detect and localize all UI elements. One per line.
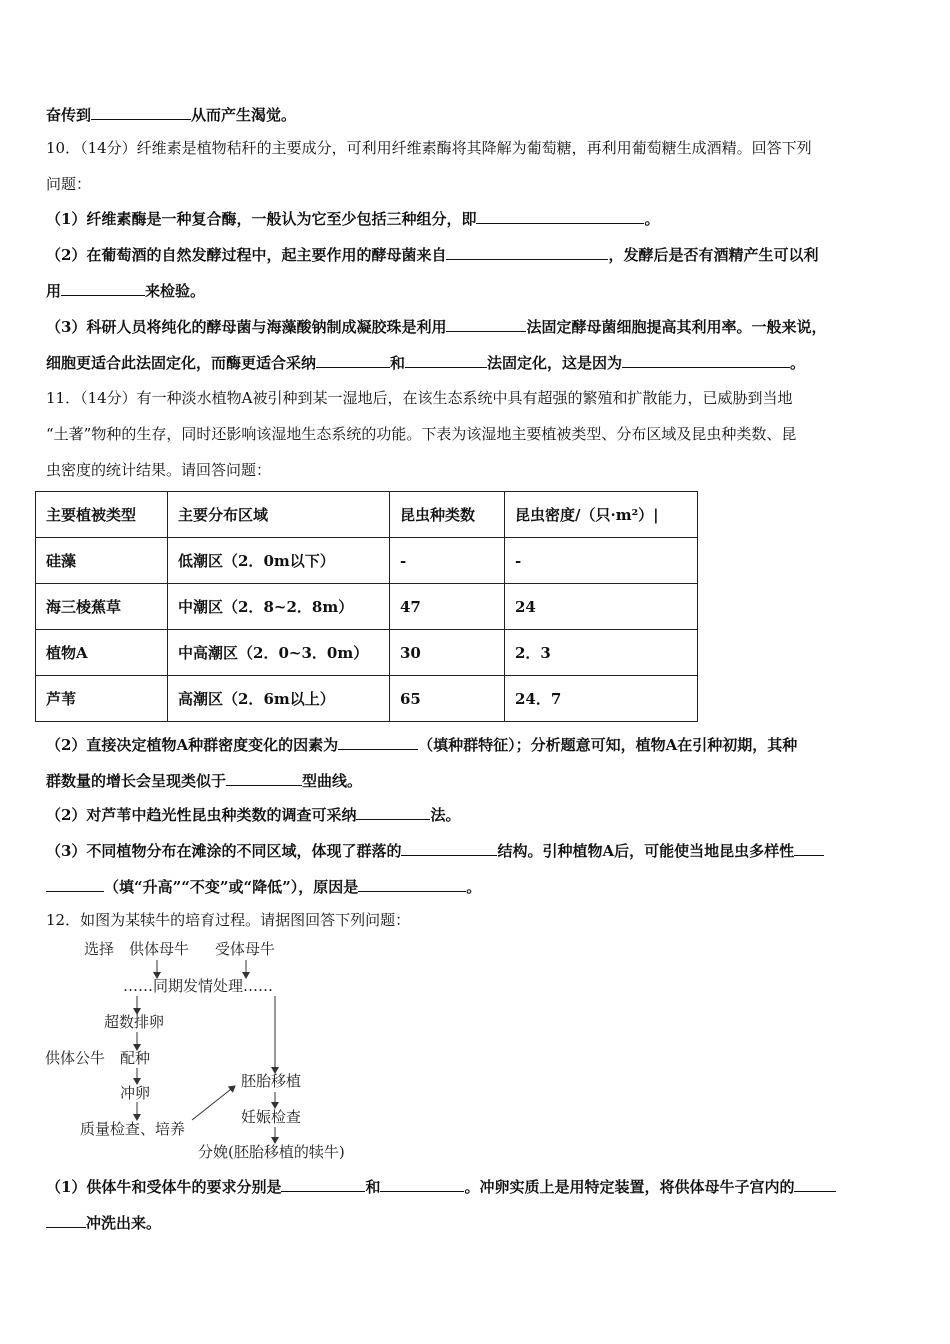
table-cell: 24 [505, 584, 698, 630]
table-cell: 海三棱蕉草 [36, 584, 168, 630]
q10-part3-line2-d: 。 [790, 354, 806, 372]
q10-part2-line2-pre: 用 [46, 282, 62, 300]
q11-sub1-line2-post: 型曲线。 [302, 772, 363, 790]
diagram-donor-bull: 供体公牛 [45, 1049, 106, 1067]
q12-part1-mid: 和 [365, 1178, 381, 1196]
table-cell: 芦苇 [36, 676, 168, 722]
table-row [36, 584, 698, 630]
q11-intro-line2: “土著”物种的生存，同时还影响该湿地生态系统的功能。下表为该湿地主要植被类型、分布区域及昆虫种类数、昆 [46, 425, 797, 443]
answer-blank[interactable] [622, 352, 790, 368]
q10-intro-line1: 10．（14分）纤维素是植物秸秆的主要成分，可利用纤维素酶将其降解为葡萄糖，再利用葡萄糖生成酒精。回答下列 [46, 139, 812, 157]
vegetation-table [35, 491, 698, 722]
table-cell: - [505, 538, 698, 584]
q10-part2-text: （2）在葡萄酒的自然发酵过程中，起主要作用的酵母菌来自 [46, 246, 447, 264]
diagram-superovulation: 超数排卵 [104, 1013, 165, 1031]
table-cell: 高潮区（2．6m以上） [168, 676, 390, 722]
answer-blank[interactable] [316, 352, 390, 368]
diagram-pregnancy-test: 妊娠检查 [241, 1108, 302, 1126]
answer-blank[interactable] [794, 840, 824, 856]
q11-sub2-text: （2）对芦苇中趋光性昆虫种类数的调查可采纳 [46, 806, 357, 824]
diagram-sync: ……同期发情处理…… [123, 977, 274, 995]
table-header-cell: 昆虫种类数 [390, 492, 505, 538]
q10-part2-text-cont: ，发酵后是否有酒精产生可以利 [608, 246, 819, 264]
q11-sub3-line2-end: 。 [466, 878, 482, 896]
q11-sub3-text-cont: 结构。引种植物A后，可能使当地昆虫多样性 [497, 842, 795, 860]
q9-tail-post: 从而产生渴觉。 [191, 106, 297, 124]
q11-sub1-line2 [46, 770, 362, 791]
q11-sub3-line2 [46, 876, 481, 897]
cattle-breeding-diagram [40, 936, 370, 1168]
answer-blank[interactable] [794, 1176, 836, 1192]
diagram-select: 选择 [84, 940, 115, 958]
answer-blank[interactable] [338, 734, 418, 750]
answer-blank[interactable] [356, 804, 430, 820]
q11-sub1-line2-pre: 群数量的增长会呈现类似于 [46, 772, 227, 790]
answer-blank[interactable] [46, 1212, 86, 1228]
table-cell: 硅藻 [36, 538, 168, 584]
answer-blank[interactable] [358, 876, 466, 892]
table-header-cell: 昆虫密度/（只·m²）| [505, 492, 698, 538]
q10-intro-line2: 问题： [46, 175, 92, 193]
diagram-delivery: 分娩(胚胎移植的犊牛) [198, 1143, 345, 1161]
q11-sub1-text-cont: （填种群特征）；分析题意可知，植物A在引种初期，其种 [418, 736, 798, 754]
q9-tail-line [46, 104, 296, 125]
q11-sub2 [46, 804, 460, 825]
table-header-cell: 主要分布区域 [168, 492, 390, 538]
answer-blank[interactable] [405, 352, 487, 368]
q11-sub2-end: 法。 [430, 806, 461, 824]
q12-intro: 12．如图为某犊牛的培育过程。请据图回答下列问题： [46, 911, 411, 929]
table-cell: 24．7 [505, 676, 698, 722]
q11-intro-line3: 虫密度的统计结果。请回答问题： [46, 461, 272, 479]
diagram-flushing: 冲卵 [120, 1084, 151, 1102]
q12-part1-text: （1）供体牛和受体牛的要求分别是 [46, 1178, 282, 1196]
table-cell: 2．3 [505, 630, 698, 676]
q10-part1 [46, 208, 659, 229]
table-row [36, 676, 698, 722]
answer-blank[interactable] [446, 316, 526, 332]
q12-part1-line1 [46, 1176, 836, 1197]
table-cell: 65 [390, 676, 505, 722]
answer-blank[interactable] [281, 1176, 365, 1192]
answer-blank[interactable] [46, 876, 104, 892]
q11-sub3-text: （3）不同植物分布在滩涂的不同区域，体现了群落的 [46, 842, 402, 860]
answer-blank[interactable] [226, 770, 302, 786]
answer-blank[interactable] [476, 208, 644, 224]
q10-part3-line2-b: 和 [390, 354, 406, 372]
q10-part3-line1 [46, 316, 826, 337]
answer-blank[interactable] [61, 280, 145, 296]
q10-part1-text: （1）纤维素酶是一种复合酶，一般认为它至少包括三种组分，即 [46, 210, 477, 228]
answer-blank[interactable] [446, 244, 608, 260]
q10-part2-line2-post: 来检验。 [145, 282, 206, 300]
table-header-cell: 主要植被类型 [36, 492, 168, 538]
diagram-embryo-transfer: 胚胎移植 [241, 1072, 302, 1090]
q10-part3-text: （3）科研人员将纯化的酵母菌与海藻酸钠制成凝胶珠是利用 [46, 318, 447, 336]
table-header-row [36, 492, 698, 538]
table-cell: 中潮区（2．8~2．8m） [168, 584, 390, 630]
table-cell: 47 [390, 584, 505, 630]
q11-intro-line1: 11．（14分）有一种淡水植物A被引种到某一湿地后，在该生态系统中具有超强的繁殖和扩散能力，已威胁到当地 [46, 389, 793, 407]
q11-sub3-line1 [46, 840, 824, 861]
q12-part1-line2-text: 冲洗出来。 [86, 1214, 162, 1232]
q11-sub1-line1 [46, 734, 797, 755]
q11-sub3-line2-text: （填“升高”“不变”或“降低”），原因是 [104, 878, 359, 896]
q12-part1-text-cont: 。冲卵实质上是用特定装置，将供体母牛子宫内的 [464, 1178, 795, 1196]
q10-part2-line2 [46, 280, 205, 301]
q10-part3-line2 [46, 352, 805, 373]
q10-part1-end: 。 [644, 210, 660, 228]
q10-part3-line2-a: 细胞更适合此法固定化，而酶更适合采纳 [46, 354, 317, 372]
q10-part3-text-cont: 法固定酵母菌细胞提高其利用率。一般来说， [526, 318, 827, 336]
table-row [36, 630, 698, 676]
q9-tail-pre: 奋传到 [46, 106, 92, 124]
answer-blank[interactable] [91, 104, 191, 120]
q10-part2-line1 [46, 244, 818, 265]
table-cell: 中高潮区（2．0~3．0m） [168, 630, 390, 676]
table-cell: - [390, 538, 505, 584]
arrow-quality-to-transfer [192, 1086, 235, 1120]
table-cell: 植物A [36, 630, 168, 676]
answer-blank[interactable] [380, 1176, 464, 1192]
table-cell: 低潮区（2．0m以下） [168, 538, 390, 584]
q11-sub1-text: （2）直接决定植物A种群密度变化的因素为 [46, 736, 339, 754]
answer-blank[interactable] [401, 840, 497, 856]
table-cell: 30 [390, 630, 505, 676]
diagram-mating: 配种 [120, 1049, 151, 1067]
q12-part1-line2 [46, 1212, 161, 1233]
diagram-donor-cow: 供体母牛 [129, 940, 190, 958]
q10-part3-line2-c: 法固定化，这是因为 [487, 354, 623, 372]
diagram-quality: 质量检查、培养 [80, 1120, 186, 1138]
diagram-recipient-cow: 受体母牛 [215, 940, 276, 958]
table-row [36, 538, 698, 584]
